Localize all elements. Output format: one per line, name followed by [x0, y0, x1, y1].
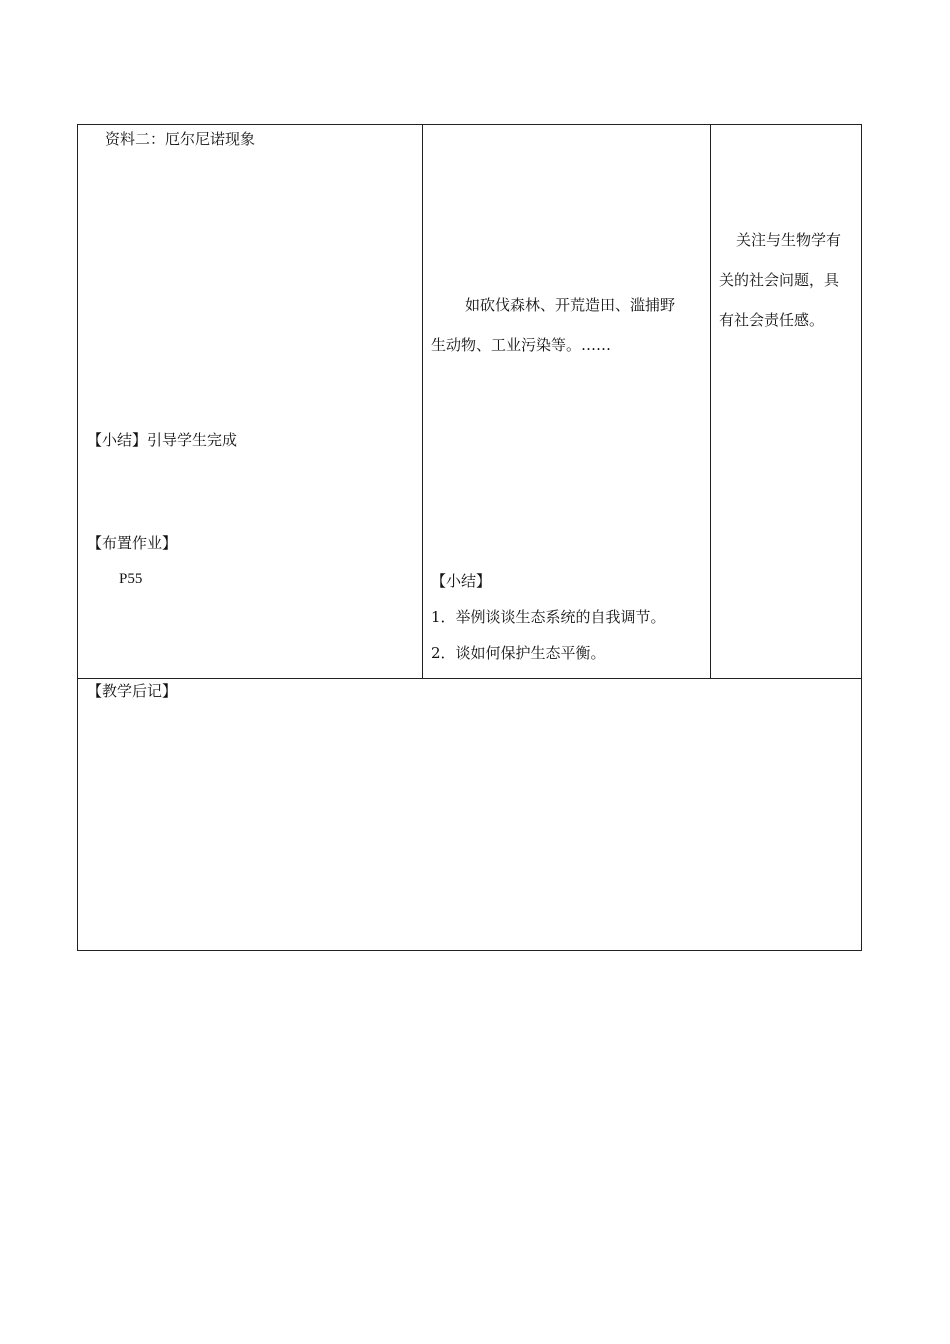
- summary-heading: 【小结】: [431, 572, 492, 590]
- summary-item-2: 2．谈如何保护生态平衡。: [431, 644, 606, 662]
- goal-line-2: 关的社会问题，具: [719, 271, 840, 289]
- column-divider-2: [710, 125, 711, 678]
- goal-line-3: 有社会责任感。: [719, 311, 825, 329]
- material-label: 资料二：厄尔尼诺现象: [105, 130, 256, 148]
- homework-label: 【布置作业】: [87, 534, 178, 552]
- lesson-plan-table: [77, 124, 862, 951]
- column-divider-1: [422, 125, 423, 678]
- row-divider: [78, 678, 861, 679]
- postscript-label: 【教学后记】: [87, 682, 178, 700]
- example-line-1: 如砍伐森林、开荒造田、滥捕野: [465, 296, 676, 314]
- goal-line-1: 关注与生物学有: [736, 231, 842, 249]
- homework-page: P55: [119, 571, 143, 587]
- summary-label: 【小结】引导学生完成: [87, 431, 238, 449]
- summary-item-1: 1．举例谈谈生态系统的自我调节。: [431, 608, 666, 626]
- example-line-2: 生动物、工业污染等。……: [431, 336, 612, 354]
